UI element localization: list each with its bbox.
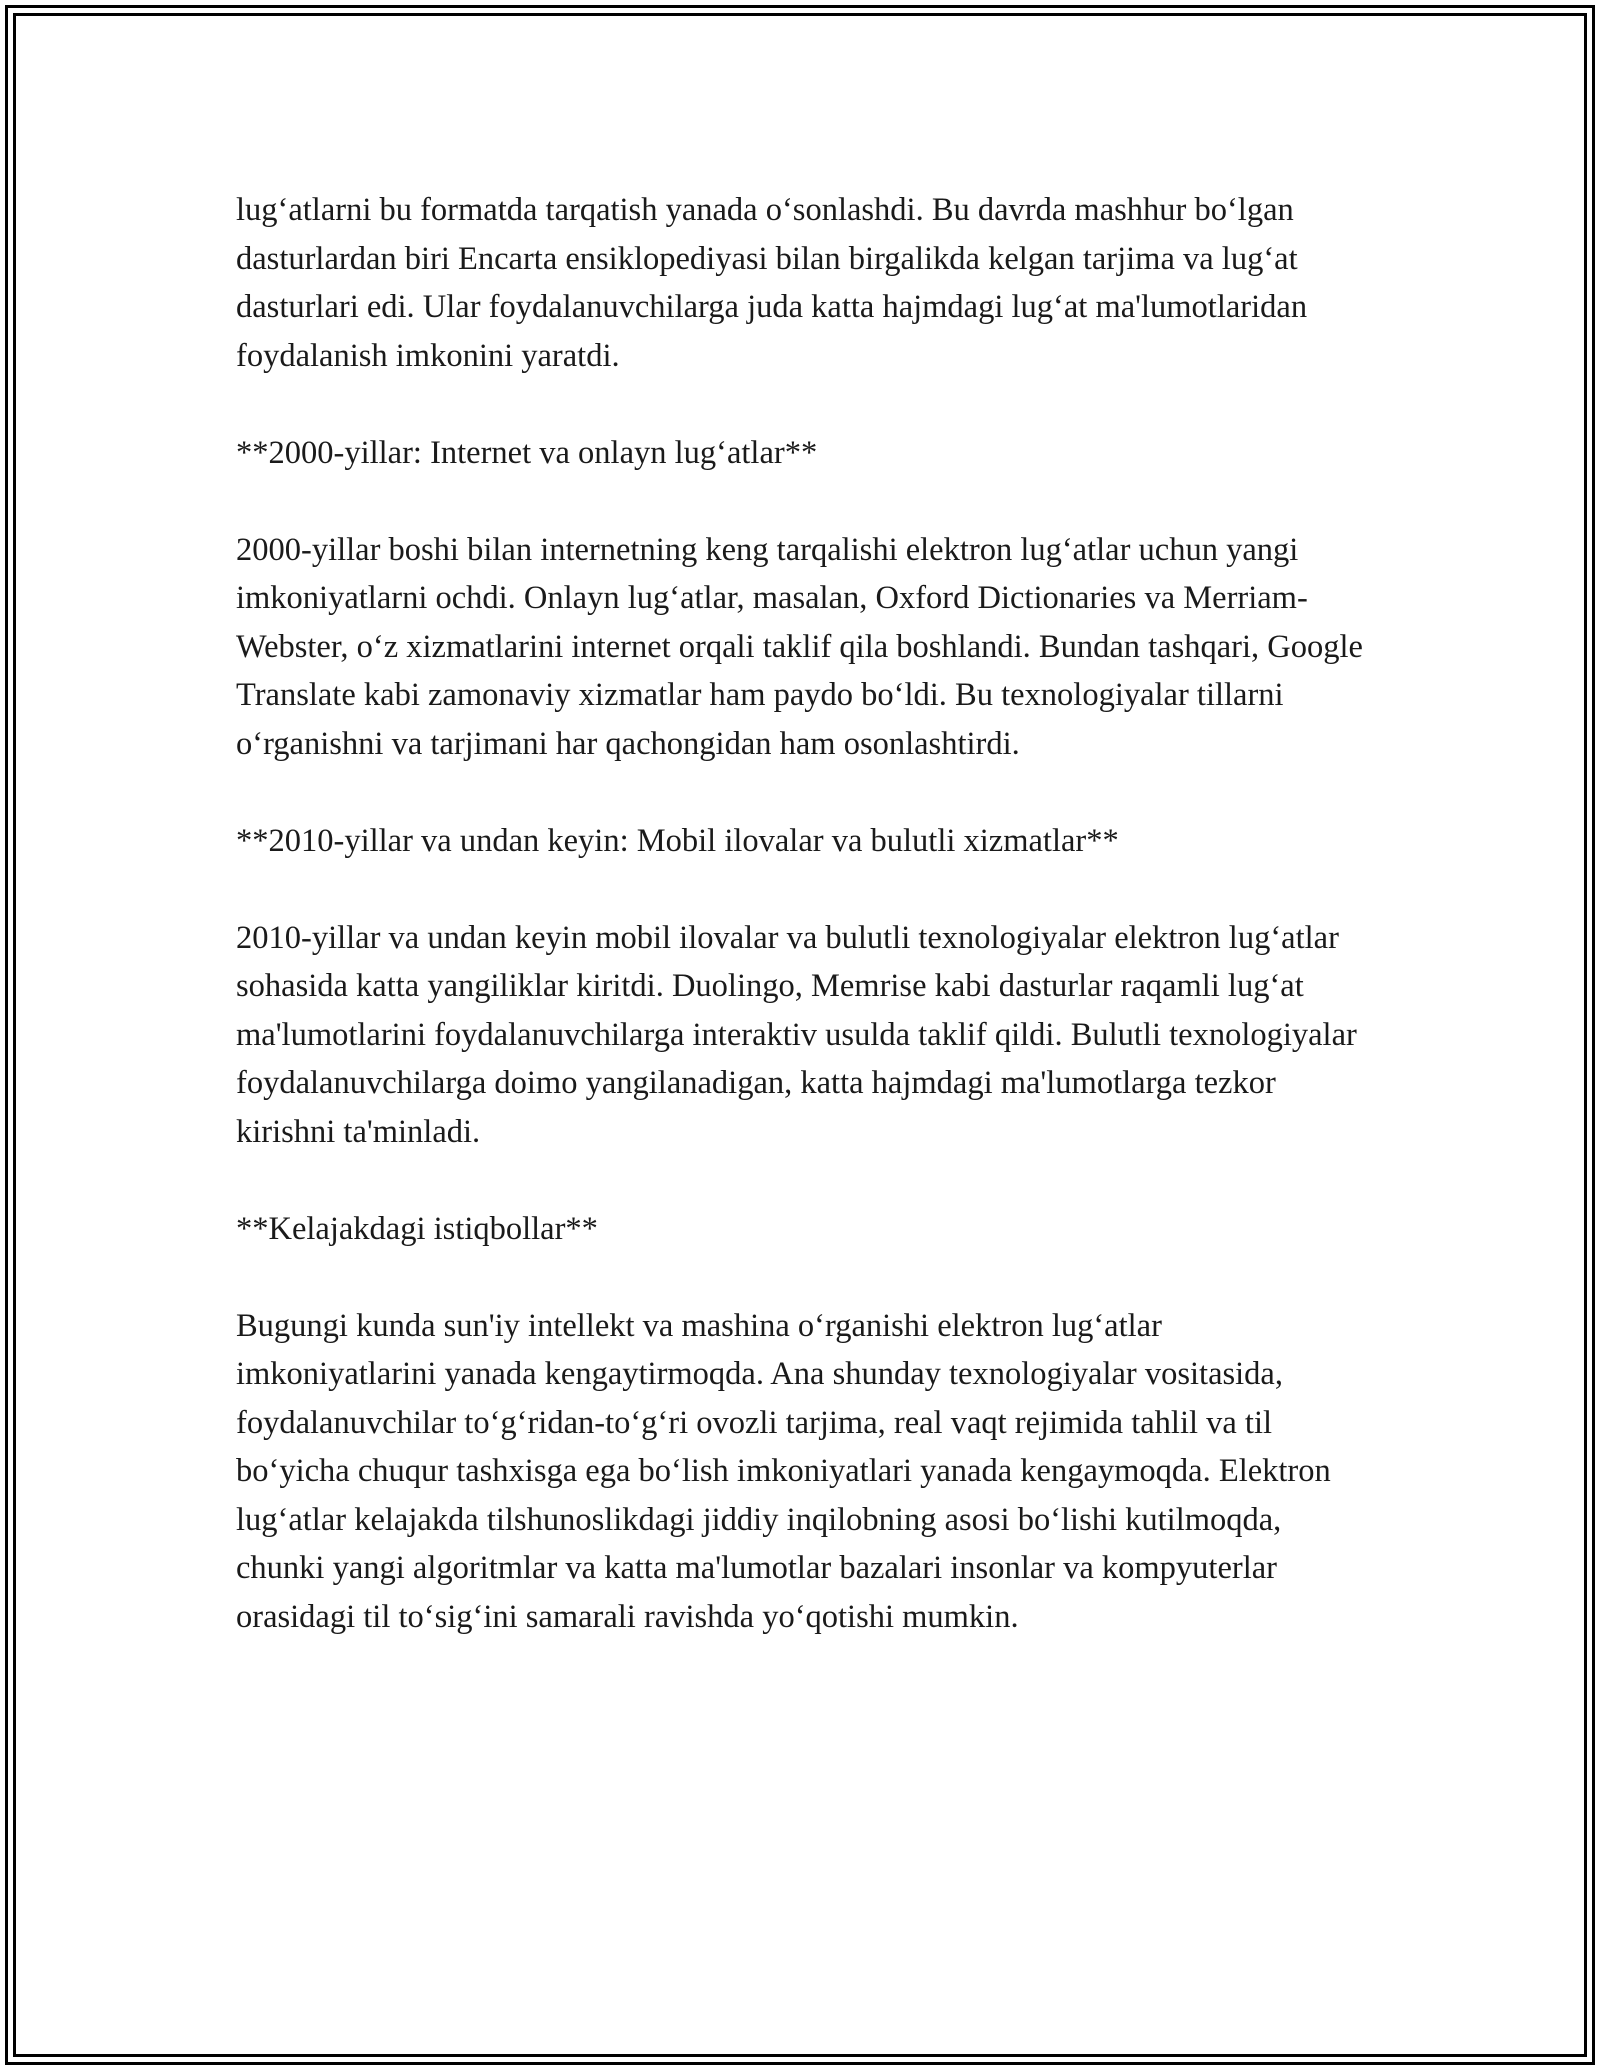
paragraph-intro-continuation: lug‘atlarni bu formatda tarqatish yanada o‘sonlashdi. Bu davrda mashhur bo‘lgan dasturlardan biri Encarta ensiklopediyasi bilan birgalikda kelgan tarjima va lug‘at dasturlari edi. Ular foydalanuvchilarga juda katta hajmdagi lug‘at ma'lumotlaridan foydalanish imkonini yaratdi.: [236, 192, 1308, 374]
paragraph-2000s: 2000-yillar boshi bilan internetning keng tarqalishi elektron lug‘atlar uchun yangi imkoniyatlarni ochdi. Onlayn lug‘atlar, masalan, Oxford Dictionaries va Merriam-Webster, o‘z xizmatlarini internet orqali taklif qila boshlandi. Bundan tashqari, Google Translate kabi zamonaviy xizmatlar ham paydo bo‘ldi. Bu texnologiyalar tillarni o‘rganishni va tarjimani har qachongidan ham osonlashtirdi.: [236, 531, 1363, 762]
paragraph-future: Bugungi kunda sun'iy intellekt va mashina o‘rganishi elektron lug‘atlar imkoniyatlarini yanada kengaytirmoqda. Ana shunday texnologiyalar vositasida, foydalanuvchilar to‘g‘ridan-to‘g‘ri ovozli tarjima, real vaqt rejimida tahlil va til bo‘yicha chuqur tashxisga ega bo‘lish imkoniyatlari yanada kengaymoqda. Elektron lug‘atlar kelajakda tilshunoslikdagi jiddiy inqilobning asosi bo‘lishi kutilmoqda, chunki yangi algoritmlar va katta ma'lumotlar bazalari insonlar va kompyuterlar orasidagi til to‘sig‘ini samarali ravishda yo‘qotishi mumkin.: [236, 1307, 1331, 1635]
section-heading-2000s: **2000-yillar: Internet va onlayn lug‘atlar**: [236, 434, 818, 471]
paragraph-2010s: 2010-yillar va undan keyin mobil ilovalar va bulutli texnologiyalar elektron lug‘atlar sohasida katta yangiliklar kiritdi. Duolingo, Memrise kabi dasturlar raqamli lug‘at ma'lumotlarini foydalanuvchilarga interaktiv usulda taklif qildi. Bulutli texnologiyalar foydalanuvchilarga doimo yangilanadigan, katta hajmdagi ma'lumotlarga tezkor kirishni ta'minladi.: [236, 919, 1357, 1150]
section-heading-future: **Kelajakdagi istiqbollar**: [236, 1210, 598, 1247]
document-body: [236, 186, 1366, 1641]
section-heading-2010s: **2010-yillar va undan keyin: Mobil ilovalar va bulutli xizmatlar**: [236, 822, 1119, 859]
